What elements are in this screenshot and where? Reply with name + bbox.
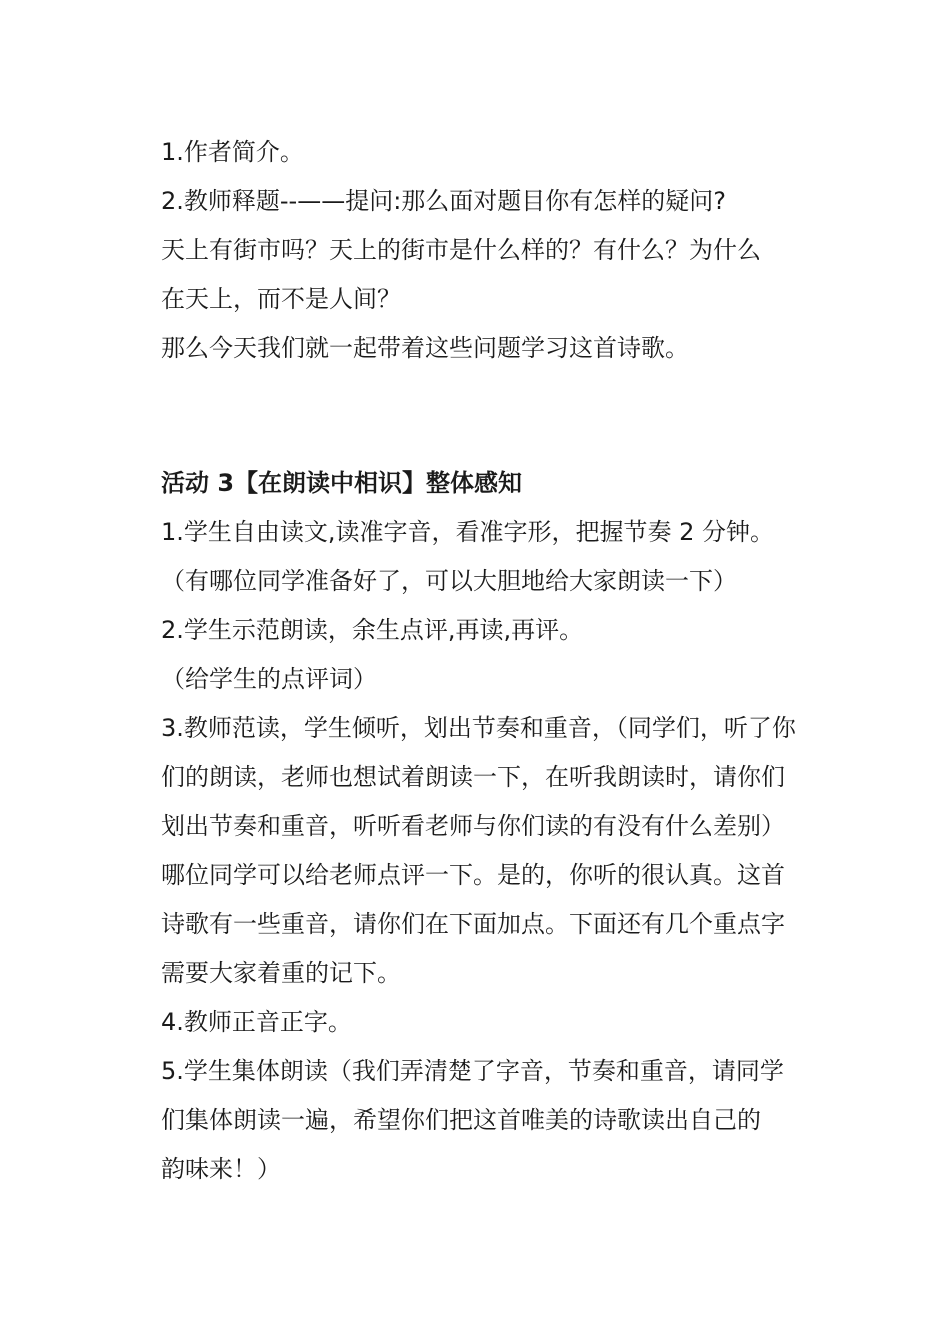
paragraph-line: 2.教师释题--——提问:那么面对题目你有怎样的疑问? [161,187,727,215]
paragraph-line: 那么今天我们就一起带着这些问题学习这首诗歌。 [161,334,689,362]
paragraph-line: 需要大家着重的记下。 [161,959,401,987]
activity-3-section [161,459,821,1194]
paragraph-line: 们集体朗读一遍，希望你们把这首唯美的诗歌读出自己的 [161,1106,761,1134]
paragraph-line: 划出节奏和重音，听听看老师与你们读的有没有什么差别） [161,812,785,840]
paragraph-line: 2.学生示范朗读，余生点评,再读,再评。 [161,616,584,644]
section-heading: 活动 3【在朗读中相识】整体感知 [161,469,523,497]
section-spacer [161,373,821,459]
paragraph-line: 天上有街市吗？天上的街市是什么样的？有什么？为什么 [161,236,761,264]
paragraph-line: 4.教师正音正字。 [161,1008,352,1036]
paragraph-line: 韵味来！） [161,1155,281,1183]
paragraph-line: （有哪位同学准备好了，可以大胆地给大家朗读一下） [161,567,737,595]
paragraph-line: （给学生的点评词） [161,665,377,693]
paragraph-line: 1.作者简介。 [161,138,304,166]
paragraph-line: 们的朗读，老师也想试着朗读一下，在听我朗读时，请你们 [161,763,785,791]
intro-section [161,128,821,373]
paragraph-line: 3.教师范读，学生倾听，划出节奏和重音，（同学们，听了你 [161,714,796,742]
document-body [161,128,821,1194]
paragraph-line: 5.学生集体朗读（我们弄清楚了字音，节奏和重音，请同学 [161,1057,784,1085]
paragraph-line: 诗歌有一些重音，请你们在下面加点。下面还有几个重点字 [161,910,785,938]
paragraph-line: 1.学生自由读文,读准字音，看准字形，把握节奏 2 分钟。 [161,518,775,546]
paragraph-line: 哪位同学可以给老师点评一下。是的，你听的很认真。这首 [161,861,785,889]
paragraph-line: 在天上，而不是人间？ [161,285,401,313]
